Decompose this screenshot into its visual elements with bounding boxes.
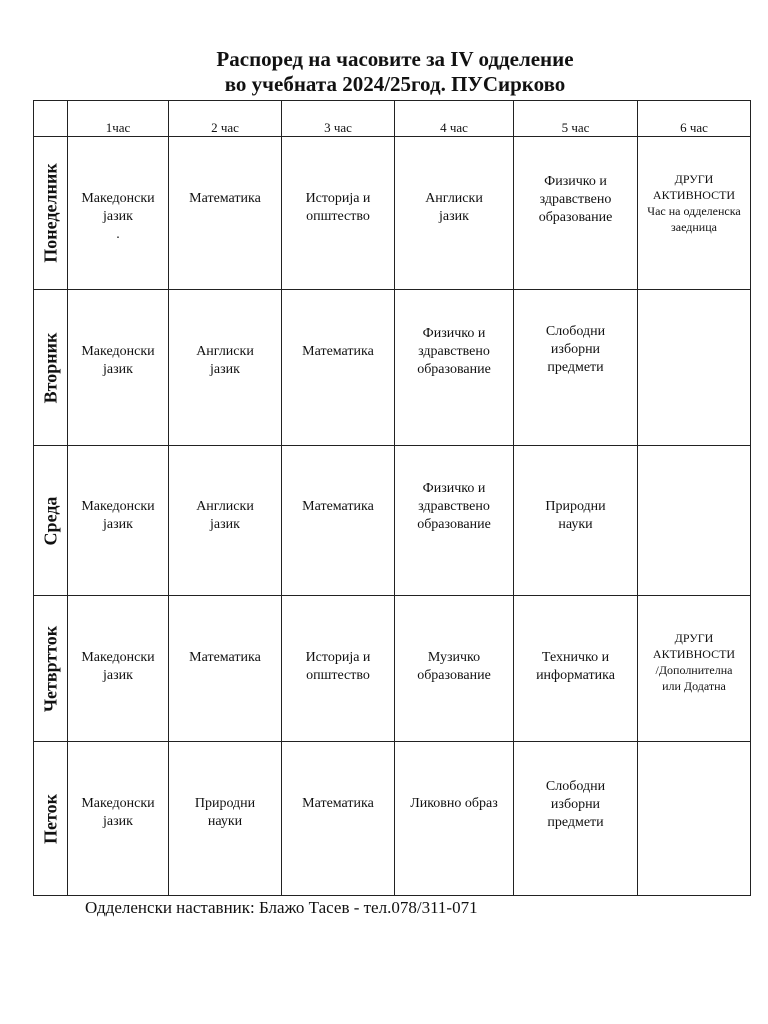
- table-row: [34, 290, 751, 446]
- period-header: 1час: [68, 101, 169, 137]
- page-title: [0, 47, 768, 97]
- table-cell: Физичко и здравствено образование: [514, 137, 638, 290]
- period-header: 2 час: [169, 101, 282, 137]
- table-cell: Физичко и здравствено образование: [395, 446, 514, 596]
- period-header: 5 час: [514, 101, 638, 137]
- table-cell: Математика: [282, 290, 395, 446]
- table-cell: [638, 742, 751, 896]
- period-header: 4 час: [395, 101, 514, 137]
- table-cell: Историја и општество: [282, 596, 395, 742]
- table-cell: Математика: [169, 137, 282, 290]
- title-line-1: Распоред на часовите за IV одделение: [216, 47, 574, 71]
- table-cell: Македонски јазик: [68, 290, 169, 446]
- day-label: Вторник: [34, 290, 68, 446]
- table-cell: Македонски јазик: [68, 596, 169, 742]
- day-label: Понеделник: [34, 137, 68, 290]
- table-cell: Техничко и информатика: [514, 596, 638, 742]
- table-cell: Англиски јазик: [169, 290, 282, 446]
- table-row: [34, 596, 751, 742]
- table-cell: Историја и општество: [282, 137, 395, 290]
- table-cell: [638, 446, 751, 596]
- corner-cell: [34, 101, 68, 137]
- table-row: [34, 742, 751, 896]
- table-cell: Математика: [169, 596, 282, 742]
- table-cell: Слободни изборни предмети: [514, 742, 638, 896]
- schedule-table: [33, 100, 751, 896]
- header-row: [34, 101, 751, 137]
- table-cell: [638, 290, 751, 446]
- period-header: 6 час: [638, 101, 751, 137]
- table-cell: Природни науки: [514, 446, 638, 596]
- title-line-2: во учебната 2024/25год. ПУСирково: [224, 72, 566, 96]
- table-cell: Македонски јазик .: [68, 137, 169, 290]
- table-cell: Македонски јазик: [68, 742, 169, 896]
- table-cell: Физичко и здравствено образование: [395, 290, 514, 446]
- homeroom-teacher-footer: Одделенски наставник: Блажо Тасев - тел.078/311-071: [85, 898, 478, 917]
- table-cell: Природни науки: [169, 742, 282, 896]
- table-cell: Слободни изборни предмети: [514, 290, 638, 446]
- day-label: Среда: [34, 446, 68, 596]
- table-cell: Музичко образование: [395, 596, 514, 742]
- table-cell: Англиски јазик: [169, 446, 282, 596]
- table-cell: Македонски јазик: [68, 446, 169, 596]
- table-cell: Ликовно образ: [395, 742, 514, 896]
- period-header: 3 час: [282, 101, 395, 137]
- table-cell: Математика: [282, 742, 395, 896]
- table-cell: ДРУГИ АКТИВНОСТИ Час на одделенска заедница: [638, 137, 751, 290]
- table-row: [34, 446, 751, 596]
- table-cell: ДРУГИ АКТИВНОСТИ /Дополнителна или Додатна: [638, 596, 751, 742]
- day-label: Четвртток: [34, 596, 68, 742]
- table-row: [34, 137, 751, 290]
- table-cell: Математика: [282, 446, 395, 596]
- table-cell: Англиски јазик: [395, 137, 514, 290]
- day-label: Петок: [34, 742, 68, 896]
